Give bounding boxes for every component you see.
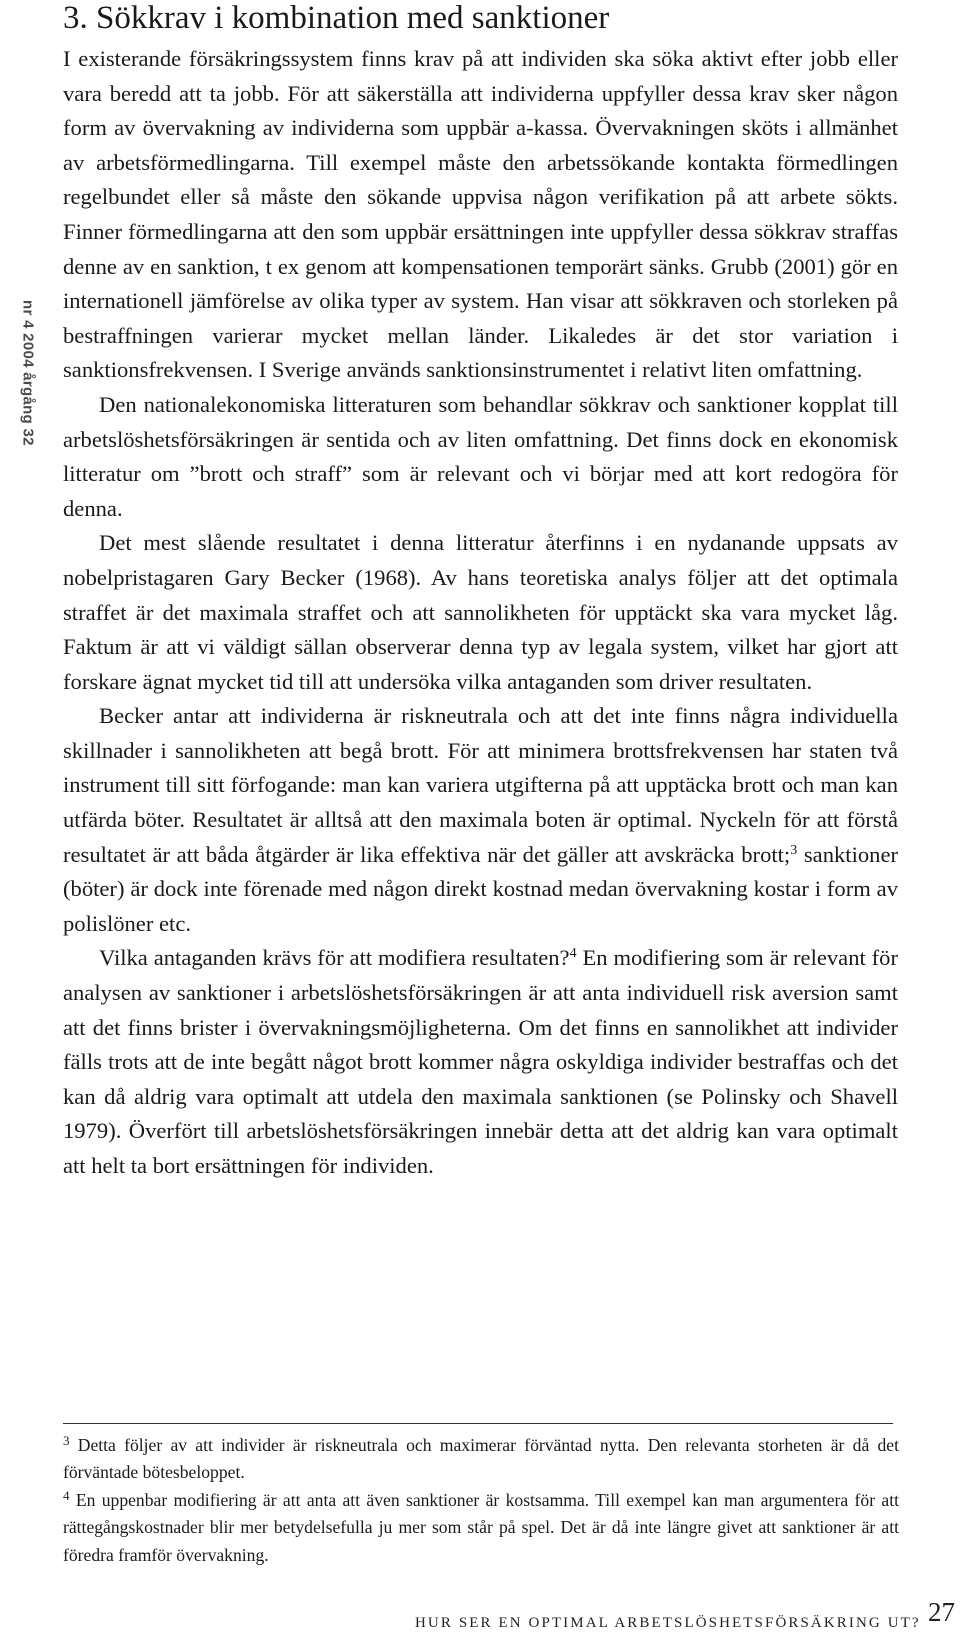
page-number: 27 [928,1597,955,1627]
footnote-4 [63,1487,899,1569]
section-heading: 3. Sökkrav i kombination med sanktioner [63,0,610,36]
footnote-3 [63,1432,899,1487]
footnote-4-marker: 4 [63,1487,70,1503]
footnote-3-marker: 3 [63,1433,70,1448]
footnote-ref-3[interactable]: 3 [790,842,798,858]
paragraph-4-text-a: Becker antar att individerna är riskneutrala och att det inte finns några individuella skillnader i sannolikheten att begå brott. För att minimera brottsfrekvensen har staten två instrument till sitt förfogande: man kan variera utgifterna på att upptäcka brott och man kan utfärda böter. Resultatet är alltså att den maximala boten är optimal. Nyckeln för att förstå resultatet är att båda åtgärder är lika effektiva när det gäller att avskräcka brott; [63,703,898,867]
paragraph-2 [63,388,898,526]
body-text [63,42,898,1184]
footnote-3-text: Detta följer av att individer är riskneutrala och maximerar förväntad nytta. Den relevanta storheten är då det förväntade bötesbeloppet. [63,1435,899,1483]
journal-issue-side-label [16,300,40,470]
paragraph-4-text-b: sanktioner (böter) är dock inte förenade med någon direkt kostnad medan övervakning kostar i form av polislöner etc. [63,841,898,936]
paragraph-5-text-b: En modifiering som är relevant för analysen av sanktioner i arbetslöshetsförsäkringen är att anta individuell risk aversion samt att det finns brister i övervakningsmöjligheterna. Om det finns en sannolikhet att individer fälls trots att de inte begått något brott kommer några oskyldiga individer bestraffas och det kan då aldrig vara optimalt att utdela den maximala sanktionen (se Polinsky och Shavell 1979). Överfört till arbetslöshetsförsäkringen innebär detta att det aldrig kan vara optimalt att helt ta bort ersättningen för individen. [63,945,899,1178]
footnote-divider [63,1423,893,1424]
paragraph-3 [63,526,898,699]
footnote-ref-4[interactable]: 4 [569,946,577,962]
paragraph-5 [63,941,898,1183]
paragraph-2-text: Den nationalekonomiska litteraturen som behandlar sökkrav och sanktioner kopplat till arbetslöshetsförsäkringen är sentida och av liten omfattning. Det finns dock en ekonomisk litteratur om ”brott och straff” som är relevant och vi börjar med att kort redogöra för denna. [63,391,898,521]
footnote-4-text: En uppenbar modifiering är att anta att även sanktioner är kostsamma. Till exempel kan man argumentera för att rättegångskostnader blir mer betydelsefulla ju mer som står på spel. Det är då inte längre givet att sanktioner är att föredra framför övervakning. [63,1489,899,1565]
running-footer: HUR SER EN OPTIMAL ARBETSLÖSHETSFÖRSÄKRING UT? [415,1615,921,1631]
paragraph-1 [63,42,898,388]
paragraph-1-text: I existerande försäkringssystem finns krav på att individen ska söka aktivt efter jobb eller vara beredd att ta jobb. För att säkerställa att individerna uppfyller dessa krav sker någon form av övervakning av individerna som uppbär a-kassa. Övervakningen sköts i allmänhet av arbetsförmedlingarna. Till exempel måste den arbetssökande kontakta förmedlingen regelbundet eller så måste den sökande uppvisa någon verifikation på att arbete sökts. Finner förmedlingarna att den som uppbär ersättningen inte uppfyller dessa sökkrav straffas denne av en sanktion, t ex genom att kompensationen temporärt sänks. Grubb (2001) gör en internationell jämförelse av olika typer av system. Han visar att sökkraven och storleken på bestraffningen varierar mycket mellan länder. Likaledes är det stor variation i sanktionsfrekvensen. I Sverige används sanktionsinstrumentet i relativt liten omfattning. [63,46,898,383]
paragraph-4 [63,699,898,941]
side-label-text: nr 4 2004 årgång 32 [19,300,37,446]
paragraph-5-text-a: Vilka antaganden krävs för att modifiera resultaten? [99,945,570,971]
footnotes [63,1432,899,1569]
paragraph-3-text: Det mest slående resultatet i denna litteratur återfinns i en nydanande uppsats av nobelpristagaren Gary Becker (1968). Av hans teoretiska analys följer att det optimala straffet är det maximala straffet och att sannolikheten för upptäckt ska vara mycket låg. Faktum är att vi väldigt sällan observerar denna typ av legala system, vilket har gjort att forskare ägnat mycket tid till att undersöka vilka antaganden som driver resultaten. [63,530,898,694]
